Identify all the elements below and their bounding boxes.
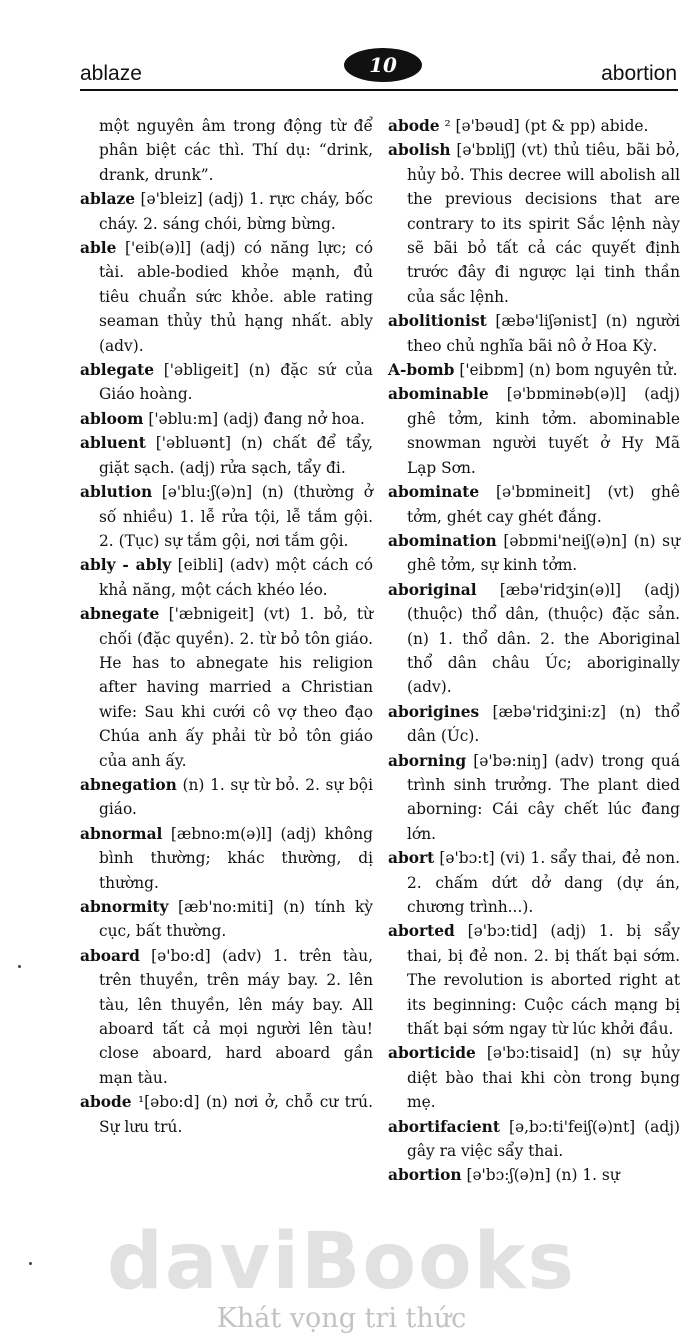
entry-definition: [æb'no:miti] (n) tính kỳ cục, bất thường. xyxy=(99,898,373,941)
dictionary-entry xyxy=(80,553,373,602)
headword: abortion xyxy=(388,1166,462,1185)
entry-definition: ['əblu:m] (adj) đang nở hoa. xyxy=(148,409,365,428)
dictionary-entry xyxy=(80,187,373,236)
left-column xyxy=(80,114,373,1139)
entry-definition: [ə'bɒminəb(ə)l] (adj) ghê tởm, kinh tởm. abominable snowman người tuyết ở Hy Mã Lạp Sơn. xyxy=(407,385,680,477)
headword: aborning xyxy=(388,751,467,770)
headword: abominate xyxy=(388,483,480,502)
headword: abnegation xyxy=(80,775,177,794)
headword: abluent xyxy=(80,434,146,453)
entry-definition: (n) 1. sự từ bỏ. 2. sự bội giáo. xyxy=(99,775,373,819)
entry-definition: [əbɒmi'neiʃ(ə)n] (n) sự ghê tởm, sự kinh tởm. xyxy=(407,531,680,575)
entry-definition: [eibli] (adv) một cách có khả năng, một cách khéo léo. xyxy=(99,556,373,599)
entry-definition: ['eib(ə)l] (adj) có năng lực; có tài. able-bodied khỏe mạnh, đủ tiêu chuẩn sức khỏe. able rating seaman thủy thủ hạng nhất. ably (adv). xyxy=(99,239,373,355)
dictionary-entry xyxy=(388,846,680,919)
headword: aborted xyxy=(388,922,455,941)
dictionary-entry xyxy=(80,236,373,358)
entry-definition: ¹[əbo:d] (n) nơi ở, chỗ cư trú. Sự lưu trú. xyxy=(99,1093,373,1136)
entry-definition: [ə'bɔ:ʃ(ə)n] (n) 1. sự xyxy=(466,1166,620,1185)
headword: aborticide xyxy=(388,1044,476,1063)
headword: aboard xyxy=(80,946,140,965)
dictionary-entry xyxy=(388,358,680,382)
headword: abloom xyxy=(80,409,144,428)
headword: abode xyxy=(388,117,440,135)
dictionary-entry xyxy=(388,700,680,749)
scan-speck xyxy=(18,965,21,968)
entry-definition: [ə'bɔ:tisaid] (n) sự hủy diệt bào thai khi còn trong bụng mẹ. xyxy=(407,1044,680,1112)
headword: abnormity xyxy=(80,898,169,916)
entry-definition: [æbə'liʃənist] (n) người theo chủ nghĩa bãi nô ở Hoa Kỳ. xyxy=(407,312,680,355)
headword: abnormal xyxy=(80,824,163,843)
headword: ablaze xyxy=(80,190,136,209)
headword: abort xyxy=(388,849,435,868)
dictionary-entry xyxy=(388,919,680,1041)
dictionary-entry xyxy=(80,944,373,1090)
dictionary-entry xyxy=(80,480,373,553)
dictionary-entry xyxy=(80,602,373,773)
dictionary-entry xyxy=(388,749,680,847)
entry-definition: ['əbligeit] (n) đặc sứ của Giáo hoàng. xyxy=(99,361,373,404)
watermark-brand: daviBooks xyxy=(107,1217,576,1307)
header-rule xyxy=(80,89,678,91)
dictionary-entry xyxy=(388,1115,680,1164)
headword: abolitionist xyxy=(388,312,487,331)
entry-definition: ['əbluənt] (n) chất để tẩy, giặt sạch. (adj) rửa sạch, tẩy đi. xyxy=(99,434,373,477)
entry-definition: một nguyên âm trong động từ để phân biệt các thì. Thí dụ: “drink, drank, drunk”. xyxy=(99,117,373,184)
entry-definition: [ə'bə:niŋ] (adv) trong quá trình sinh trưởng. The plant died aborning: Cái cây chết lúc đang lớn. xyxy=(407,751,680,843)
headword: abode xyxy=(80,1093,132,1112)
page-number-badge: 10 xyxy=(344,48,422,82)
dictionary-entry xyxy=(80,358,373,407)
guide-word-right: abortion xyxy=(601,62,677,85)
headword: abolish xyxy=(388,141,451,160)
entry-definition: [ə'bɔ:t] (vi) 1. sẩy thai, đẻ non. 2. chấm dứt dở dang (dự án, chương trình...). xyxy=(407,849,680,916)
entry-definition: [æbə'ridʒini:z] (n) thổ dân (Úc). xyxy=(407,702,680,746)
headword: ablution xyxy=(80,483,153,502)
dictionary-entry xyxy=(388,382,680,480)
dictionary-entry xyxy=(80,1090,373,1139)
dictionary-entry xyxy=(80,114,373,187)
entry-definition: [ə'bɔ:tid] (adj) 1. bị sẩy thai, bị đẻ non. 2. bị thất bại sớm. The revolution is aborted right at its beginning: Cuộc cách mạng bị thất bại sớm ngay từ lúc khởi đầu. xyxy=(407,922,680,1039)
dictionary-entry xyxy=(80,407,373,431)
dictionary-entry xyxy=(80,431,373,480)
entry-definition: [ə,bɔ:ti'feiʃ(ə)nt] (adj) gây ra việc sẩy thai. xyxy=(407,1117,680,1161)
entry-definition: [ə'bɒmineit] (vt) ghê tởm, ghét cay ghét đắng. xyxy=(407,483,680,526)
headword: ablegate xyxy=(80,361,155,380)
headword: ably - ably xyxy=(80,556,172,575)
dictionary-entry xyxy=(388,1163,680,1187)
entry-definition: [æbə'ridʒin(ə)l] (adj) (thuộc) thổ dân, (thuộc) đặc sản. (n) 1. thổ dân. 2. the Aboriginal thổ dân châu Úc; aboriginally (adv). xyxy=(407,580,680,697)
entry-definition: ['eibɒm] (n) bom nguyên tử. xyxy=(459,361,678,380)
headword: aborigines xyxy=(388,702,480,721)
dictionary-entry xyxy=(388,1041,680,1114)
entry-definition: [ə'bleiz] (adj) 1. rực cháy, bốc cháy. 2. sáng chói, bừng bừng. xyxy=(99,190,373,233)
dictionary-entry xyxy=(388,309,680,358)
headword: A-bomb xyxy=(388,361,455,380)
dictionary-entry xyxy=(80,822,373,895)
watermark-slogan: Khát vọng tri thức xyxy=(216,1303,467,1334)
entry-definition: [ə'bo:d] (adv) 1. trên tàu, trên thuyền, trên máy bay. 2. lên tàu, lên thuyền, lên máy bay. All aboard tất cả mọi người lên tàu! close aboard, hard aboard gần mạn tàu. xyxy=(99,946,373,1087)
guide-word-left: ablaze xyxy=(80,62,142,85)
entry-definition: [ə'bɒliʃ] (vt) thủ tiêu, bãi bỏ, hủy bỏ. This decree will abolish all the previous decisions that are contrary to its spirit Sắc lệnh này sẽ bãi bỏ tất cả các quyết định trước đây đi ngược lại tinh thần của sắc lệnh. xyxy=(407,141,680,306)
entry-definition: [æbno:m(ə)l] (adj) không bình thường; khác thường, dị thường. xyxy=(99,824,373,892)
headword: abomination xyxy=(388,531,497,550)
dictionary-entry xyxy=(80,895,373,944)
headword: abominable xyxy=(388,385,489,404)
dictionary-entry xyxy=(388,529,680,578)
watermark xyxy=(0,1217,683,1334)
dictionary-entry xyxy=(80,773,373,822)
headword: abortifacient xyxy=(388,1117,500,1136)
entry-definition: ² [ə'bəud] (pt & pp) abide. xyxy=(444,117,649,135)
headword: aboriginal xyxy=(388,580,477,599)
dictionary-entry xyxy=(388,114,680,138)
entry-definition: [ə'blu:ʃ(ə)n] (n) (thường ở số nhiều) 1. lễ rửa tội, lễ tắm gội. 2. (Tục) sự tắm gội, nơi tắm gội. xyxy=(99,483,373,550)
right-column xyxy=(388,114,680,1188)
headword: abnegate xyxy=(80,605,160,624)
entry-definition: ['æbnigeit] (vt) 1. bỏ, từ chối (đặc quyền). 2. từ bỏ tôn giáo. He has to abnegate his religion after having married a Christian wife: Sau khi cưới cô vợ theo đạo Chúa anh ấy phải từ bỏ tôn giáo của anh ấy. xyxy=(99,605,373,770)
dictionary-entry xyxy=(388,578,680,700)
dictionary-entry xyxy=(388,480,680,529)
dictionary-entry xyxy=(388,138,680,309)
headword: able xyxy=(80,239,117,258)
page-header xyxy=(0,0,683,95)
